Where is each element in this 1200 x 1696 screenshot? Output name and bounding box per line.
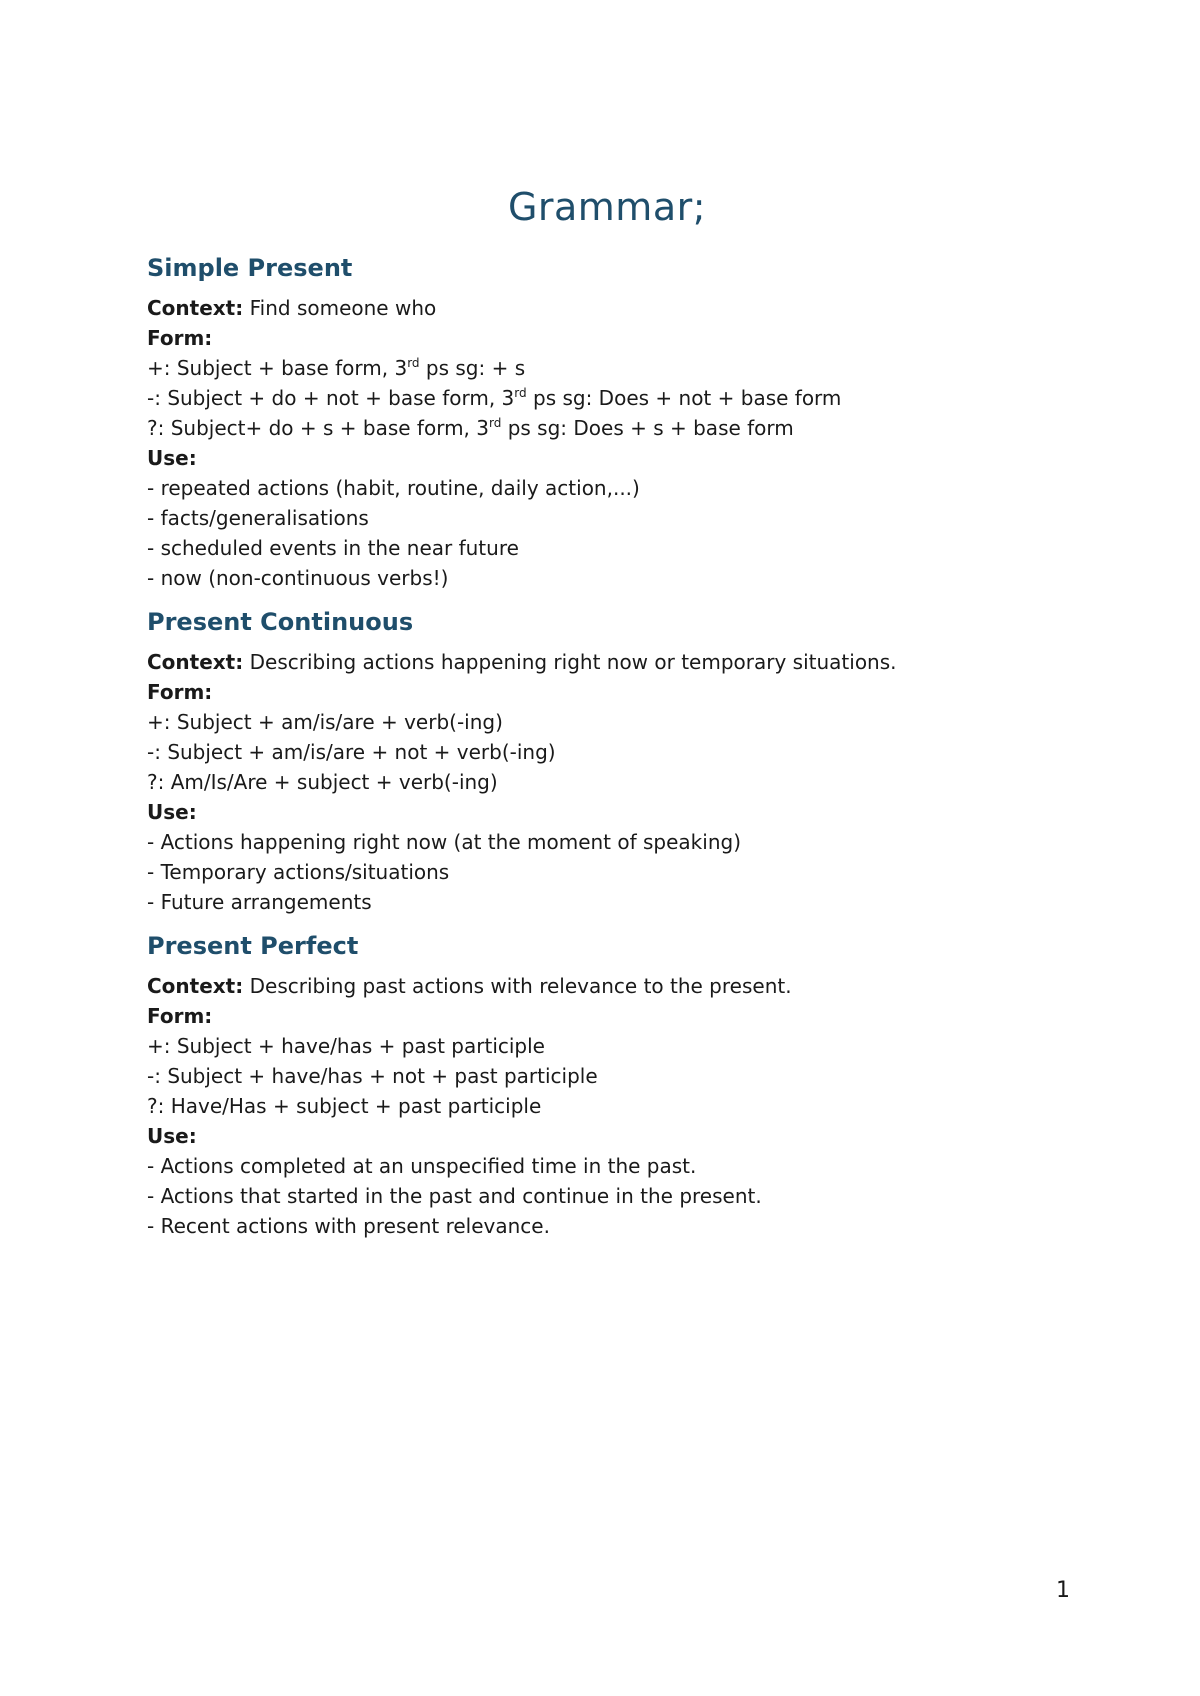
context-line bbox=[147, 647, 1067, 677]
form-line-negative: -: Subject + have/has + not + past participle bbox=[147, 1064, 598, 1088]
form-line-positive: +: Subject + am/is/are + verb(-ing) bbox=[147, 710, 503, 734]
section-heading: Present Perfect bbox=[147, 932, 359, 960]
form-line-positive: +: Subject + have/has + past participle bbox=[147, 1034, 545, 1058]
use-label: Use: bbox=[147, 446, 197, 470]
use-label: Use: bbox=[147, 1124, 197, 1148]
context-text: Describing past actions with relevance to the present. bbox=[249, 974, 792, 998]
section-heading: Present Continuous bbox=[147, 608, 414, 636]
form-line-positive: +: Subject + base form, 3rd ps sg: + s bbox=[147, 356, 526, 380]
use-item: - repeated actions (habit, routine, daily action,...) bbox=[147, 476, 640, 500]
use-item: - now (non-continuous verbs!) bbox=[147, 566, 449, 590]
form-line-question: ?: Subject+ do + s + base form, 3rd ps sg: Does + s + base form bbox=[147, 416, 794, 440]
use-item: - Actions that started in the past and continue in the present. bbox=[147, 1184, 762, 1208]
form-line-negative: -: Subject + am/is/are + not + verb(-ing) bbox=[147, 740, 556, 764]
use-item: - facts/generalisations bbox=[147, 506, 369, 530]
form-label: Form: bbox=[147, 1004, 213, 1028]
use-item: - Temporary actions/situations bbox=[147, 860, 450, 884]
section-present-continuous bbox=[147, 607, 1067, 917]
use-item: - scheduled events in the near future bbox=[147, 536, 519, 560]
form-line-negative: -: Subject + do + not + base form, 3rd ps sg: Does + not + base form bbox=[147, 386, 842, 410]
context-text: Describing actions happening right now or temporary situations. bbox=[249, 650, 897, 674]
section-heading: Simple Present bbox=[147, 254, 353, 282]
form-line-question: ?: Am/Is/Are + subject + verb(-ing) bbox=[147, 770, 498, 794]
use-item: - Actions happening right now (at the moment of speaking) bbox=[147, 830, 741, 854]
use-label: Use: bbox=[147, 800, 197, 824]
context-line bbox=[147, 971, 1067, 1001]
section-present-perfect bbox=[147, 931, 1067, 1241]
use-item: - Future arrangements bbox=[147, 890, 372, 914]
context-line bbox=[147, 293, 1067, 323]
context-label: Context: bbox=[147, 974, 244, 998]
use-item: - Recent actions with present relevance. bbox=[147, 1214, 550, 1238]
page-content bbox=[147, 183, 1067, 1255]
context-text: Find someone who bbox=[249, 296, 437, 320]
context-label: Context: bbox=[147, 296, 244, 320]
page-number: 1 bbox=[1056, 1578, 1070, 1603]
context-label: Context: bbox=[147, 650, 244, 674]
page-title: Grammar; bbox=[507, 185, 707, 229]
form-label: Form: bbox=[147, 680, 213, 704]
use-item: - Actions completed at an unspecified time in the past. bbox=[147, 1154, 697, 1178]
form-line-question: ?: Have/Has + subject + past participle bbox=[147, 1094, 542, 1118]
form-label: Form: bbox=[147, 326, 213, 350]
section-simple-present bbox=[147, 253, 1067, 593]
